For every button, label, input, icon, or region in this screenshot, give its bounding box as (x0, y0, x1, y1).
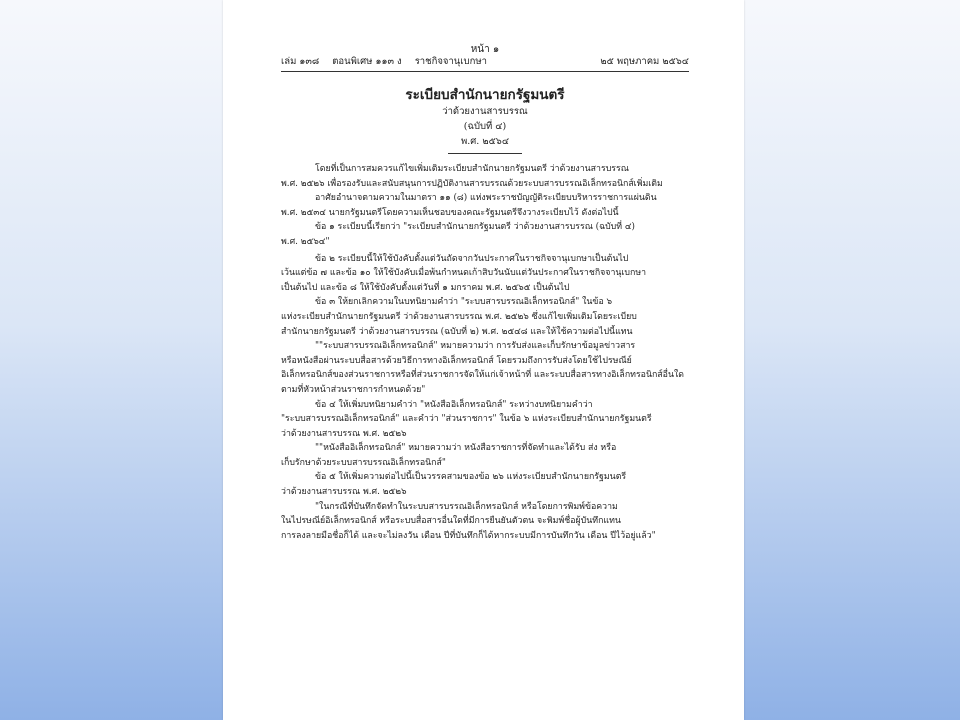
body-line: "ในกรณีที่บันทึกจัดทำในระบบสารบรรณอิเล็กทรอนิกส์ หรือโดยการพิมพ์ข้อความ (315, 501, 618, 512)
regulation-title: ระเบียบสำนักนายกรัฐมนตรี (405, 87, 565, 103)
gazette-name: ราชกิจจานุเบกษา (414, 56, 487, 67)
gazette-date: ๒๕ พฤษภาคม ๒๕๖๔ (600, 56, 689, 67)
body-line: ข้อ ๒ ระเบียบนี้ให้ใช้บังคับตั้งแต่วันถัดจากวันประกาศในราชกิจจานุเบกษาเป็นต้นไป (315, 253, 629, 264)
body-line: พ.ศ. ๒๕๖๔" (281, 236, 330, 247)
special-section-label: ตอนพิเศษ ๑๑๓ ง (332, 56, 402, 67)
body-line: แห่งระเบียบสำนักนายกรัฐมนตรี ว่าด้วยงานสารบรรณ พ.ศ. ๒๕๒๖ ซึ่งแก้ไขเพิ่มเติมโดยระเบียบ (281, 311, 637, 322)
regulation-year: พ.ศ. ๒๕๖๔ (460, 136, 510, 147)
regulation-subject: ว่าด้วยงานสารบรรณ (442, 106, 528, 117)
gazette-volume-info (281, 56, 497, 68)
body-line: ข้อ ๕ ให้เพิ่มความต่อไปนี้เป็นวรรคสามของข้อ ๒๖ แห่งระเบียบสำนักนายกรัฐมนตรี (315, 472, 627, 483)
body-line: เป็นต้นไป และข้อ ๘ ให้ใช้บังคับตั้งแต่วันที่ ๑ มกราคม พ.ศ. ๒๕๖๕ เป็นต้นไป (281, 282, 570, 293)
body-line: ว่าด้วยงานสารบรรณ พ.ศ. ๒๕๒๖ (281, 428, 407, 439)
document-page (223, 0, 744, 720)
body-line: โดยที่เป็นการสมควรแก้ไขเพิ่มเติมระเบียบสำนักนายกรัฐมนตรี ว่าด้วยงานสารบรรณ (315, 164, 629, 174)
body-line: ข้อ ๓ ให้ยกเลิกความในบทนิยามคำว่า "ระบบสารบรรณอิเล็กทรอนิกส์" ในข้อ ๖ (315, 297, 613, 308)
page-number: หน้า ๑ (470, 44, 500, 55)
body-line: ตามที่หัวหน้าส่วนราชการกำหนดด้วย" (281, 384, 426, 395)
body-line: เก็บรักษาด้วยระบบสารบรรณอิเล็กทรอนิกส์" (281, 457, 446, 468)
body-line: หรือหนังสือผ่านระบบสื่อสารด้วยวิธีการทางอิเล็กทรอนิกส์ โดยรวมถึงการรับส่งโดยใช้ไปรษณีย์ (281, 355, 632, 366)
body-line: ข้อ ๔ ให้เพิ่มบทนิยามคำว่า "หนังสืออิเล็กทรอนิกส์" ระหว่างบทนิยามคำว่า (315, 399, 593, 410)
body-line: สำนักนายกรัฐมนตรี ว่าด้วยงานสารบรรณ (ฉบับที่ ๒) พ.ศ. ๒๕๔๘ และให้ใช้ความต่อไปนี้แทน (281, 326, 633, 337)
body-line: "ระบบสารบรรณอิเล็กทรอนิกส์" และคำว่า "ส่วนราชการ" ในข้อ ๖ แห่งระเบียบสำนักนายกรัฐมนตรี (281, 414, 652, 425)
body-line: อาศัยอำนาจตามความในมาตรา ๑๑ (๘) แห่งพระราชบัญญัติระเบียบบริหารราชการแผ่นดิน (315, 193, 657, 204)
regulation-body (281, 162, 689, 543)
body-line: พ.ศ. ๒๕๒๖ เพื่อรองรับและสนับสนุนการปฏิบัติงานสารบรรณด้วยระบบสารบรรณอิเล็กทรอนิกส์เพิ่มเติม (281, 178, 663, 189)
body-line: เว้นแต่ข้อ ๗ และข้อ ๑๐ ให้ใช้บังคับเมื่อพ้นกำหนดเก้าสิบวันนับแต่วันประกาศในราชกิจจานุเบกษา (281, 268, 647, 279)
gazette-header (281, 56, 689, 72)
body-line: อิเล็กทรอนิกส์ของส่วนราชการหรือที่ส่วนราชการจัดให้แก่เจ้าหน้าที่ และระบบสื่อสารทางอิเล็กทรอนิกส์อื่นใด (281, 370, 684, 381)
body-line: ข้อ ๑ ระเบียบนี้เรียกว่า "ระเบียบสำนักนายกรัฐมนตรี ว่าด้วยงานสารบรรณ (ฉบับที่ ๔) (315, 222, 635, 233)
body-line: ""หนังสืออิเล็กทรอนิกส์" หมายความว่า หนังสือราชการที่จัดทำและได้รับ ส่ง หรือ (315, 443, 617, 454)
body-line: การลงลายมือชื่อก็ได้ และจะไม่ลงวัน เดือน ปีที่บันทึกก็ได้หากระบบมีการบันทึกวัน เดือน ปีไว้อยู่แล้ว" (281, 530, 656, 541)
body-line: พ.ศ. ๒๕๓๔ นายกรัฐมนตรีโดยความเห็นชอบของคณะรัฐมนตรีจึงวางระเบียบไว้ ดังต่อไปนี้ (281, 207, 619, 218)
title-divider (448, 153, 522, 154)
body-line: ""ระบบสารบรรณอิเล็กทรอนิกส์" หมายความว่า การรับส่งและเก็บรักษาข้อมูลข่าวสาร (315, 341, 636, 352)
gazette-document (281, 44, 689, 543)
body-line: ว่าด้วยงานสารบรรณ พ.ศ. ๒๕๒๖ (281, 487, 407, 498)
body-line: ในไปรษณีย์อิเล็กทรอนิกส์ หรือระบบสื่อสารอื่นใดที่มีการยืนยันตัวตน จะพิมพ์ชื่อผู้บันทึกแทน (281, 516, 621, 527)
volume-label: เล่ม ๑๓๘ (281, 56, 320, 67)
regulation-issue: (ฉบับที่ ๔) (463, 121, 507, 132)
